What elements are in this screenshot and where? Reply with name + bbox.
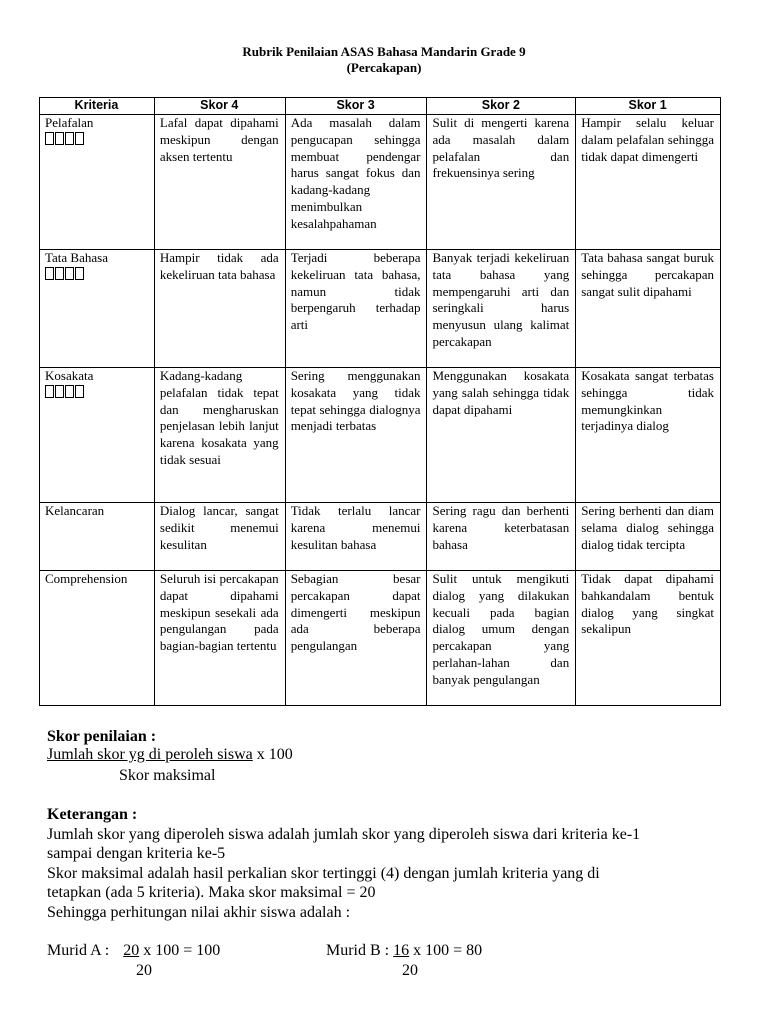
missing-glyph-icon <box>45 385 148 402</box>
notes-heading: Keterangan : <box>47 806 138 823</box>
formula-multiplier: x 100 <box>252 746 293 763</box>
murid-a-result: x 100 = 100 <box>139 942 221 959</box>
murid-a-denominator: 20 <box>136 962 152 979</box>
score-cell: Tata bahasa sangat buruk sehingga percakapan sangat sulit dipahami <box>576 250 721 368</box>
score-cell: Tidak dapat dipahami bahkandalam bentuk dialog yang singkat sekalipun <box>576 571 721 706</box>
table-row <box>40 250 721 368</box>
criterion-label: Kosakata <box>45 368 94 383</box>
formula-numerator: Jumlah skor yg di peroleh siswa <box>47 746 253 763</box>
header-skor-4: Skor 4 <box>154 98 285 115</box>
notes-line-3: Skor maksimal adalah hasil perkalian skor tertinggi (4) dengan jumlah kriteria yang di <box>47 865 600 882</box>
score-cell: Sering berhenti dan diam selama dialog sehingga dialog tidak tercipta <box>576 503 721 571</box>
table-row <box>40 115 721 250</box>
criterion-cell <box>40 503 155 571</box>
criterion-cell <box>40 115 155 250</box>
score-cell: Hampir selalu keluar dalam pelafalan sehingga tidak dapat dimengerti <box>576 115 721 250</box>
formula-denominator: Skor maksimal <box>119 767 216 784</box>
rubric-table <box>39 97 721 706</box>
notes-line-5: Sehingga perhitungan nilai akhir siswa adalah : <box>47 904 351 921</box>
murid-b-denominator: 20 <box>402 962 418 979</box>
score-cell: Seluruh isi percakapan dapat dipahami meskipun sesekali ada pengulangan pada bagian-bagian tertentu <box>154 571 285 706</box>
score-cell: Terjadi beberapa kekeliruan tata bahasa, namun tidak berpengaruh terhadap arti <box>285 250 427 368</box>
table-row <box>40 571 721 706</box>
murid-b-numerator: 16 <box>393 942 410 959</box>
notes-line-4: tetapkan (ada 5 kriteria). Maka skor maksimal = 20 <box>47 884 376 901</box>
missing-glyph-icon <box>45 267 148 284</box>
document-title <box>0 44 768 76</box>
score-cell: Menggunakan kosakata yang salah sehingga tidak dapat dipahami <box>427 368 576 503</box>
score-cell: Sulit di mengerti karena ada masalah dalam pelafalan dan frekuensinya sering <box>427 115 576 250</box>
scoring-formula <box>47 745 293 764</box>
score-cell: Kosakata sangat terbatas sehingga tidak memungkinkan terjadinya dialog <box>576 368 721 503</box>
example-murid-a <box>47 941 220 960</box>
header-skor-1: Skor 1 <box>576 98 721 115</box>
missing-glyph-icon <box>45 132 148 149</box>
score-cell: Dialog lancar, sangat sedikit menemui kesulitan <box>154 503 285 571</box>
score-cell: Sebagian besar percakapan dapat dimengerti meskipun ada beberapa pengulangan <box>285 571 427 706</box>
criterion-cell <box>40 571 155 706</box>
scoring-heading: Skor penilaian : <box>47 728 157 745</box>
criterion-cell <box>40 250 155 368</box>
header-skor-3: Skor 3 <box>285 98 427 115</box>
score-cell: Lafal dapat dipahami meskipun dengan aksen tertentu <box>154 115 285 250</box>
criterion-cell <box>40 368 155 503</box>
score-cell: Sering ragu dan berhenti karena keterbatasan bahasa <box>427 503 576 571</box>
murid-b-label: Murid B : <box>326 942 394 959</box>
murid-b-result: x 100 = 80 <box>409 942 483 959</box>
score-cell: Tidak terlalu lancar karena menemui kesulitan bahasa <box>285 503 427 571</box>
table-row <box>40 503 721 571</box>
score-cell: Sulit untuk mengikuti dialog yang dilakukan kecuali pada bagian dialog umum dengan percakapan yang perlahan-lahan dan banyak pengulangan <box>427 571 576 706</box>
notes-line-1: Jumlah skor yang diperoleh siswa adalah jumlah skor yang diperoleh siswa dari kriteria ke-1 <box>47 826 641 843</box>
score-cell: Banyak terjadi kekeliruan tata bahasa yang mempengaruhi arti dan seringkali harus menyusun ulang kalimat percakapan <box>427 250 576 368</box>
example-murid-b <box>326 941 482 960</box>
murid-a-numerator: 20 <box>123 942 140 959</box>
criterion-label: Pelafalan <box>45 115 94 130</box>
header-skor-2: Skor 2 <box>427 98 576 115</box>
rubric-body <box>40 115 721 706</box>
table-header-row <box>40 98 721 115</box>
table-row <box>40 368 721 503</box>
notes-line-2: sampai dengan kriteria ke-5 <box>47 845 226 862</box>
title-line-2: (Percakapan) <box>346 60 422 75</box>
header-kriteria: Kriteria <box>40 98 155 115</box>
score-cell: Ada masalah dalam pengucapan sehingga membuat pendengar harus sangat fokus dan kadang-kadang menimbulkan kesalahpahaman <box>285 115 427 250</box>
criterion-label: Comprehension <box>45 571 128 586</box>
score-cell: Sering menggunakan kosakata yang tidak tepat sehingga dialognya menjadi terbatas <box>285 368 427 503</box>
criterion-label: Kelancaran <box>45 503 105 518</box>
title-line-1: Rubrik Penilaian ASAS Bahasa Mandarin Grade 9 <box>242 44 526 59</box>
score-cell: Kadang-kadang pelafalan tidak tepat dan mengharuskan penjelasan lebih lanjut karena kosakata yang tidak sesuai <box>154 368 285 503</box>
criterion-label: Tata Bahasa <box>45 250 108 265</box>
score-cell: Hampir tidak ada kekeliruan tata bahasa <box>154 250 285 368</box>
murid-a-label: Murid A : <box>47 942 110 959</box>
